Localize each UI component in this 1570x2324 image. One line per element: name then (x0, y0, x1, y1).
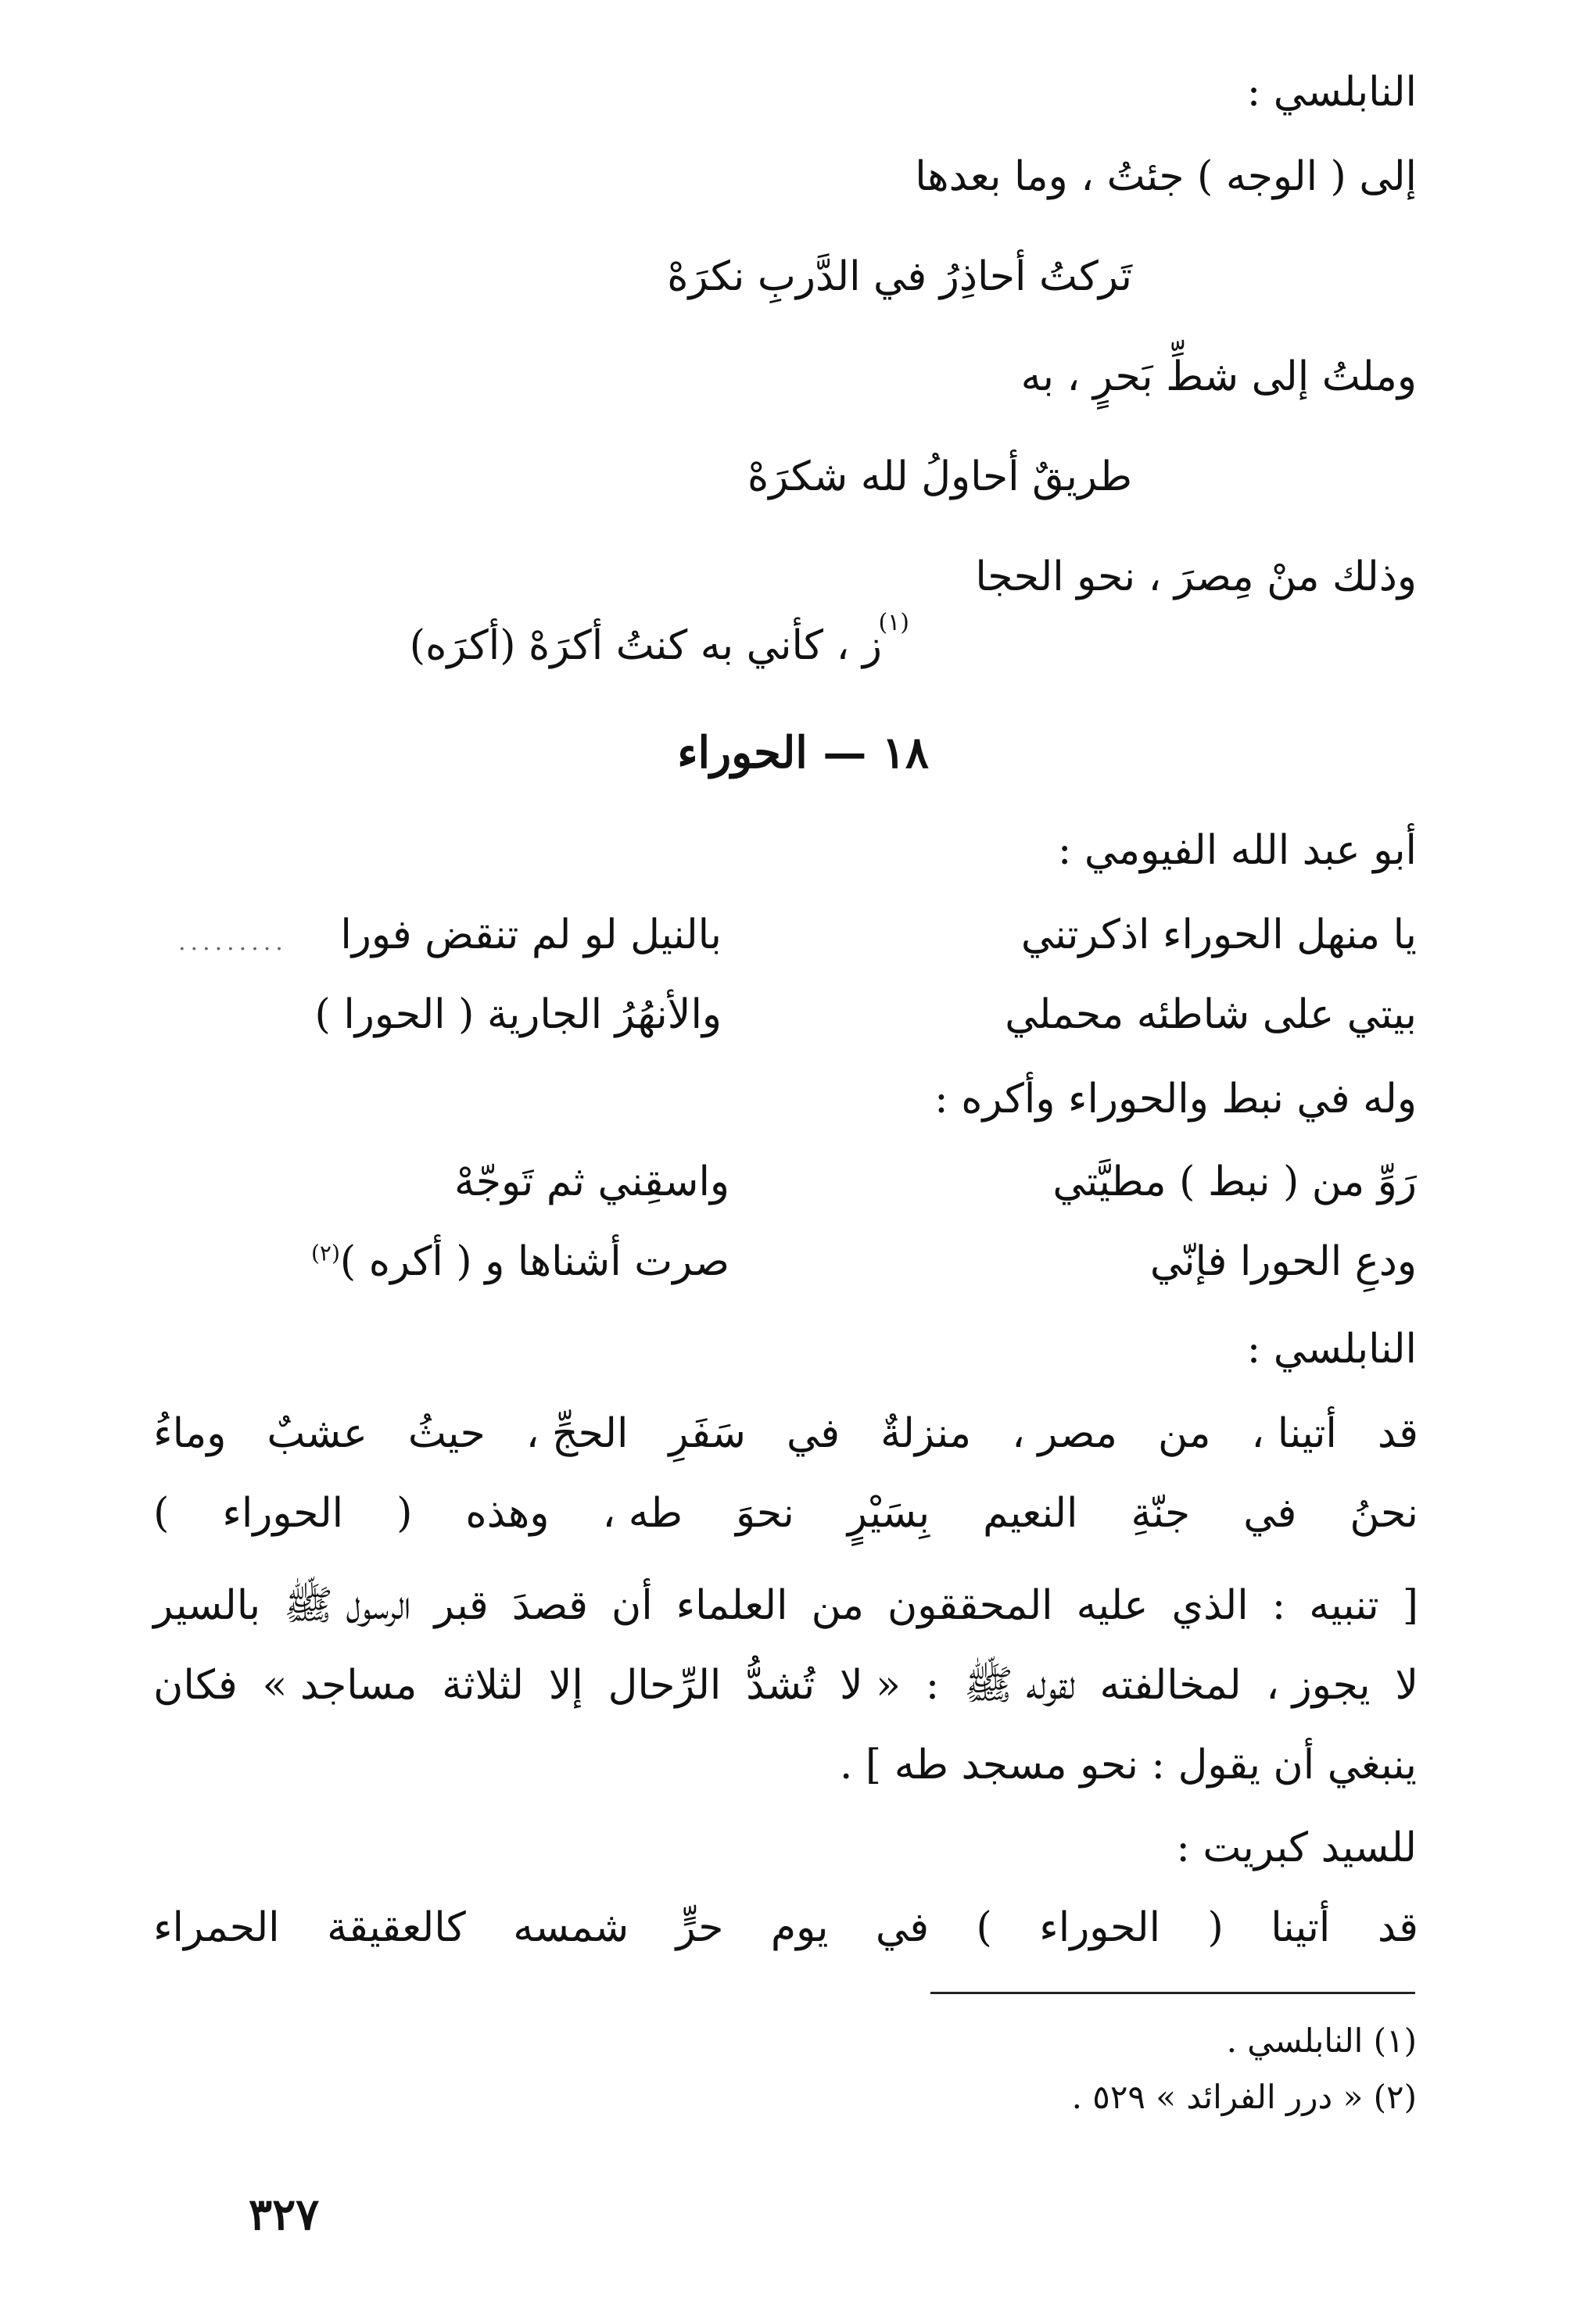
word: الرِّحال (608, 1662, 722, 1709)
footnote-1: (١) النابلسي . (1226, 2021, 1417, 2060)
word: قد (1377, 1410, 1418, 1457)
verse-line (153, 1904, 1418, 1951)
word: نحنُ (1350, 1490, 1418, 1537)
word: في (786, 1410, 841, 1457)
word: : (1271, 1582, 1286, 1629)
word: يجوز ، (1266, 1662, 1371, 1709)
verse-hemistich-right: يا منهل الحوراء اذكرتني (1020, 911, 1417, 958)
word: مساجد » (262, 1662, 418, 1709)
word: « لا (840, 1662, 901, 1709)
word: حيثُ (407, 1410, 486, 1457)
word: جنّةِ (1131, 1490, 1191, 1537)
footnote-marker: (٢) (310, 1240, 340, 1266)
word: لقوله ﷺ (964, 1662, 1075, 1709)
word: منزلةٌ (880, 1410, 972, 1457)
speaker-label-fayyumi: أبو عبد الله الفيومي : (1057, 827, 1417, 874)
word: ) (976, 1904, 992, 1951)
word: الحوراء (222, 1490, 344, 1537)
page-number: ٣٢٧ (249, 2189, 320, 2240)
word: عليه (1076, 1582, 1149, 1629)
speaker-label-nabulsi: النابلسي : (1246, 1326, 1417, 1373)
ellipsis-dots: ......... (178, 929, 288, 956)
poem-line: تَركتُ أحاذِرُ في الدَّربِ نكرَهْ (667, 253, 1132, 300)
note-line: ينبغي أن يقول : نحو مسجد طه ] . (839, 1742, 1417, 1789)
poem-line: ز ، كأني به كنتُ أكرَهْ (أكرَه) (409, 622, 882, 669)
word: عشبٌ (267, 1410, 367, 1457)
speaker-label-nabulsi: النابلسي : (1246, 69, 1417, 116)
word: في (1243, 1490, 1297, 1537)
note-line (153, 1582, 1418, 1629)
word: مصر ، (1012, 1410, 1118, 1457)
word: حرٍّ (676, 1904, 724, 1951)
word: قصدَ (511, 1582, 588, 1629)
prose-line (153, 1410, 1418, 1457)
word: بِسَيْرٍ (847, 1490, 930, 1537)
note-line (153, 1662, 1418, 1709)
word: : (925, 1662, 940, 1709)
word: شمسه (513, 1904, 629, 1951)
word: إلا (548, 1662, 583, 1709)
speaker-label-kibrit: للسيد كبريت : (1176, 1824, 1417, 1871)
word: ( (396, 1490, 413, 1537)
footnote-2: (٢) « درر الفرائد » ٥٢٩ . (1071, 2078, 1417, 2116)
word: الحجِّ ، (525, 1410, 629, 1457)
word: من (1158, 1410, 1211, 1457)
verse-hemistich-right: بيتي على شاطئه محملي (1005, 991, 1417, 1038)
verse-hemistich-left: بالنيل لو لم تنقض فورا (340, 911, 722, 958)
verse-text: صرت أشناها و ( أكره ) (339, 1238, 729, 1285)
footnote-marker: (١) (878, 609, 909, 636)
word: وماءُ (153, 1410, 227, 1457)
word: الرسول ﷺ (284, 1582, 411, 1629)
word: نحوَ (736, 1490, 794, 1537)
word: [ (1402, 1582, 1418, 1629)
word: ( (1207, 1904, 1224, 1951)
word: ) (153, 1490, 170, 1537)
word: النعيم (983, 1490, 1078, 1537)
word: الذي (1171, 1582, 1249, 1629)
word: العلماء (676, 1582, 788, 1629)
word: لا (1395, 1662, 1418, 1709)
word: وهذه (465, 1490, 550, 1537)
word: يوم (770, 1904, 829, 1951)
section-heading: ١٨ — الحوراء (677, 727, 929, 779)
word: كالعقيقة (327, 1904, 466, 1951)
verse-hemistich-left: والأنهُرُ الجارية ( الحورا ) (314, 991, 722, 1038)
intro-line: وله في نبط والحوراء وأكره : (934, 1076, 1417, 1123)
word: في (875, 1904, 930, 1951)
verse-hemistich-left: واسقِني ثم تَوجّهْ (454, 1158, 729, 1205)
word: أتينا ، (1251, 1410, 1337, 1457)
verse-hemistich-right: ودعِ الحورا فإنّي (1149, 1238, 1417, 1285)
word: لمخالفته (1099, 1662, 1242, 1709)
word: لثلاثة (442, 1662, 525, 1709)
word: أتينا (1271, 1904, 1331, 1951)
poem-line: وملتُ إلى شطِّ بَحرٍ ، به (1020, 353, 1417, 400)
verse-hemistich-right: رَوِّ من ( نبط ) مطيَّتي (1052, 1158, 1417, 1205)
prose-line (153, 1490, 1418, 1537)
poem-line: طريقٌ أحاولُ لله شكرَهْ (747, 453, 1132, 500)
word: طه ، (602, 1490, 683, 1537)
word: الحمراء (153, 1904, 280, 1951)
word: سَفَرِ (669, 1410, 746, 1457)
word: تنبيه (1309, 1582, 1379, 1629)
word: من (811, 1582, 865, 1629)
verse-hemistich-left (310, 1238, 729, 1285)
poem-line: إلى ( الوجه ) جئتُ ، وما بعدها (915, 153, 1417, 200)
word: أن (611, 1582, 653, 1629)
word: المحققون (887, 1582, 1053, 1629)
word: قد (1377, 1904, 1418, 1951)
word: بالسير (153, 1582, 261, 1629)
footnote-separator (930, 1992, 1415, 1994)
word: قبر (434, 1582, 489, 1629)
word: فكان (153, 1662, 238, 1709)
word: الحوراء (1039, 1904, 1161, 1951)
word: تُشدُّ (746, 1662, 815, 1709)
poem-line: وذلك منْ مِصرَ ، نحو الحجا (975, 553, 1417, 600)
poem-line (878, 611, 909, 635)
